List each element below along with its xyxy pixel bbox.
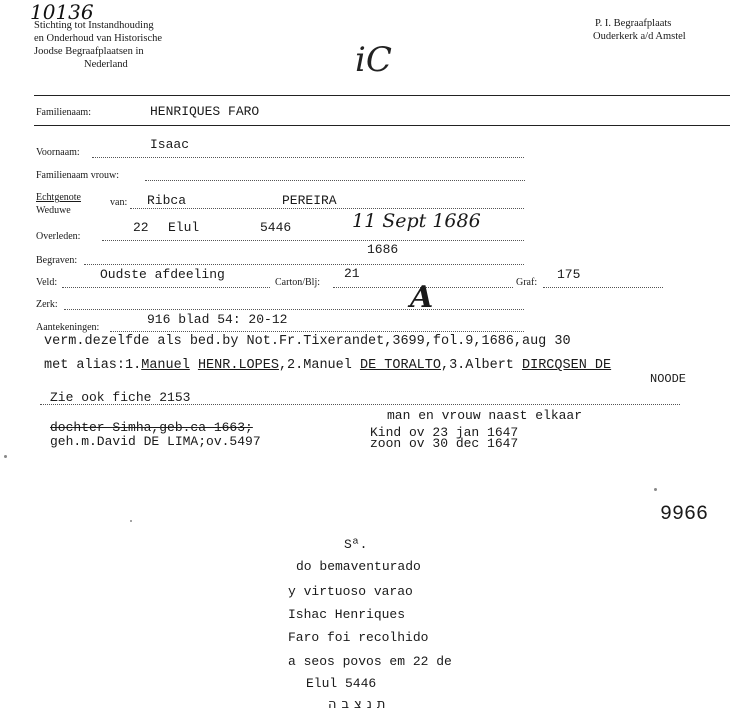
echtgenote-label: Echtgenote [36,192,81,203]
inscription-line-4: Ishac Henriques [288,607,406,622]
note-alias-1b: HENR.LOPES [197,358,279,373]
veld-label: Veld: [36,277,58,288]
aantekeningen-value: 916 blad 54: 20-12 [147,312,288,327]
note-line-3-dots [40,404,680,405]
familienaam-value: HENRIQUES FARO [150,104,260,119]
header-rule [34,95,730,96]
graf-value: 175 [557,267,581,282]
inscription-line-1: Sª. [344,537,368,552]
begraven-year: 1686 [367,242,399,257]
organisation-header [34,19,214,71]
voornaam-dots [92,157,524,158]
note-line-5-left: dochter Simha,geb.ca 1663; [50,420,253,435]
inscription-line-7: Elul 5446 [306,676,377,691]
note-line-3: Zie ook fiche 2153 [50,390,191,405]
overleden-label: Overleden: [36,231,81,242]
aantekeningen-label: Aantekeningen: [36,322,100,333]
veld-value: Oudste afdeeling [100,267,225,282]
van-label: van: [110,197,128,208]
begraven-label: Begraven: [36,255,78,266]
scan-speck [130,520,132,522]
note-line-2-mid: ,2.Manuel [278,358,360,373]
cemetery-location [593,17,686,43]
org-line: Joodse Begraafplaatsen in [34,46,144,57]
scan-speck [4,455,7,458]
note-line-4: man en vrouw naast elkaar [387,408,583,423]
overleden-dots [102,240,524,241]
carton-value: 21 [344,266,360,281]
name-rule [34,125,730,126]
note-line-2 [44,358,611,373]
inscription-line-3: y virtuoso varao [288,584,413,599]
note-line-2-continuation: NOODE [650,372,687,386]
echtgenote-last: PEREIRA [282,193,337,208]
begraven-dots [84,264,524,265]
inscription-line-6: a seos povos em 22 de [288,654,452,669]
org-line: en Onderhoud van Historische [34,33,163,44]
note-alias-1a: Manuel [141,358,190,373]
note-alias-2: DE TORALTO [359,358,441,373]
inscription-line-2: do bemaventurado [296,559,421,574]
graf-label: Graf: [516,277,538,288]
veld-dots [62,287,270,288]
voornaam-value: Isaac [150,137,190,152]
echtgenote-dots [130,208,524,209]
overleden-year: 5446 [260,220,292,235]
location-line: Ouderkerk a/d Amstel [593,31,686,42]
note-line-6-right: zoon ov 30 dec 1647 [370,436,519,451]
overleden-month: Elul [168,220,200,235]
echtgenote-first: Ribca [147,193,187,208]
location-line: P. I. Begraafplaats [595,18,672,29]
org-line: Stichting tot Instandhouding [34,20,154,31]
note-line-2-prefix: met alias:1. [44,358,142,373]
marginal-mark: iC [355,40,392,80]
familienaam-label: Familienaam: [36,107,91,118]
org-line: Nederland [84,59,128,70]
inscription-hebrew: תנצבה [328,697,391,712]
overleden-day: 22 [133,220,149,235]
aantekeningen-dots [110,331,524,332]
zerk-dots [64,309,524,310]
zerk-label: Zerk: [36,299,58,310]
stamp-number: 9966 [660,503,709,526]
zerk-mark: A [410,280,434,315]
voornaam-label: Voornaam: [36,147,80,158]
note-alias-3: DIRCQSEN DE [522,358,612,373]
inscription-line-5: Faro foi recolhido [288,630,429,645]
overleden-gregorian: 11 Sept 1686 [352,210,481,232]
weduwe-label: Weduwe [36,205,71,216]
familienaam-vrouw-label: Familienaam vrouw: [36,170,120,181]
note-line-1: verm.dezelfde als bed.by Not.Fr.Tixerandet,3699,fol.9,1686,aug 30 [44,334,571,349]
note-line-5-right: Kind ov 23 jan 1647 [370,425,519,440]
familienaam-vrouw-dots [145,180,525,181]
note-line-2-mid2: ,3.Albert [440,358,522,373]
carton-label: Carton/Blj: [275,277,320,288]
archive-number: 10136 [30,0,94,24]
graf-dots [543,287,663,288]
note-line-6-left: geh.m.David DE LIMA;ov.5497 [50,434,261,449]
scan-speck [654,488,657,491]
